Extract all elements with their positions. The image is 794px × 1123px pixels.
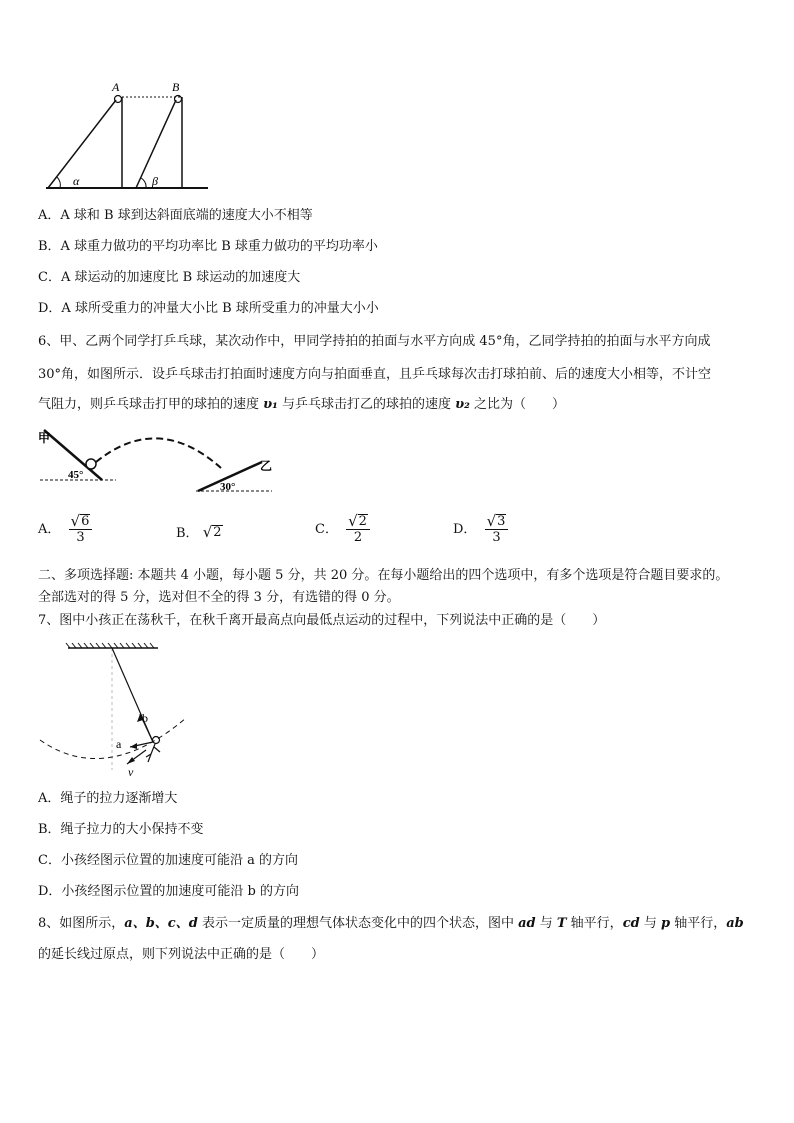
q6-stem-line2: 30°角，如图所示．设乒乓球击打拍面时速度方向与拍面垂直，且乒乓球每次击打球拍前、后的速度大小相等，不计空 <box>38 367 712 382</box>
q7-stem: 7、图中小孩正在荡秋千，在秋千离开最高点向最低点运动的过程中，下列说法中正确的是（ ） <box>38 613 606 628</box>
figure-q7-swing <box>36 638 196 778</box>
label-v: v <box>128 765 134 778</box>
label-30deg: 30° <box>220 481 236 493</box>
v1-symbol: υ₁ <box>263 397 278 412</box>
q6-stem-line1: 6、甲、乙两个同学打乒乓球，某次动作中，甲同学持拍的拍面与水平方向成 45°角，乙同学持拍的拍面与水平方向成 <box>38 334 711 349</box>
v2-symbol: υ₂ <box>455 397 470 412</box>
q7-option-d: D．小孩经图示位置的加速度可能沿 b 的方向 <box>38 884 300 899</box>
q6-stem-line3: 气阻力，则乒乓球击打甲的球拍的速度 υ₁ 与乒乓球击打乙的球拍的速度 υ₂ 之比为（ ） <box>38 397 565 412</box>
q7-option-b: B．绳子拉力的大小保持不变 <box>38 822 204 837</box>
figure-q5-inclines <box>40 78 215 194</box>
ball-a <box>115 96 122 103</box>
q8-stem-line1: 8、如图所示，a、b、c、d 表示一定质量的理想气体状态变化中的四个状态，图中 ad 与 T 轴平行，cd 与 p 轴平行，ab <box>38 916 744 931</box>
figure-q6-pingpong <box>36 424 276 496</box>
q6-option-c: C． √ 2 2 <box>315 513 370 546</box>
q7-option-c: C．小孩经图示位置的加速度可能沿 a 的方向 <box>38 853 298 868</box>
label-a: a <box>116 737 122 751</box>
child-figure <box>146 737 160 763</box>
label-b: b <box>142 711 148 725</box>
q6-option-b: B． √ 2 <box>176 523 222 541</box>
section2-heading-line1: 二、多项选择题: 本题共 4 小题，每小题 5 分，共 20 分。在每小题给出的四个选项中，有多个选项是符合题目要求的。 <box>38 568 729 583</box>
q8-stem-line2: 的延长线过原点，则下列说法中正确的是（ ） <box>38 947 325 962</box>
label-45deg: 45° <box>68 469 84 481</box>
q5-option-a: A．A 球和 B 球到达斜面底端的速度大小不相等 <box>38 208 313 223</box>
label-b: B <box>172 80 180 94</box>
label-jia: 甲 <box>38 431 51 445</box>
label-yi: 乙 <box>260 459 273 473</box>
section2-heading-line2: 全部选对的得 5 分，选对但不全的得 3 分，有选错的得 0 分。 <box>38 590 400 605</box>
label-a: A <box>112 80 120 94</box>
angle-alpha: α <box>73 174 80 188</box>
q7-option-a: A．绳子的拉力逐渐增大 <box>38 791 178 806</box>
q5-option-d: D．A 球所受重力的冲量大小比 B 球所受重力的冲量大小小 <box>38 301 379 316</box>
pingpong-ball <box>86 459 96 469</box>
q5-option-c: C．A 球运动的加速度比 B 球运动的加速度大 <box>38 270 301 285</box>
q6-option-d: D． √ 3 3 <box>453 513 508 546</box>
angle-beta: β <box>152 174 158 188</box>
q5-option-b: B．A 球重力做功的平均功率比 B 球重力做功的平均功率小 <box>38 239 378 254</box>
q6-option-a: A． √ 6 3 <box>38 513 92 546</box>
